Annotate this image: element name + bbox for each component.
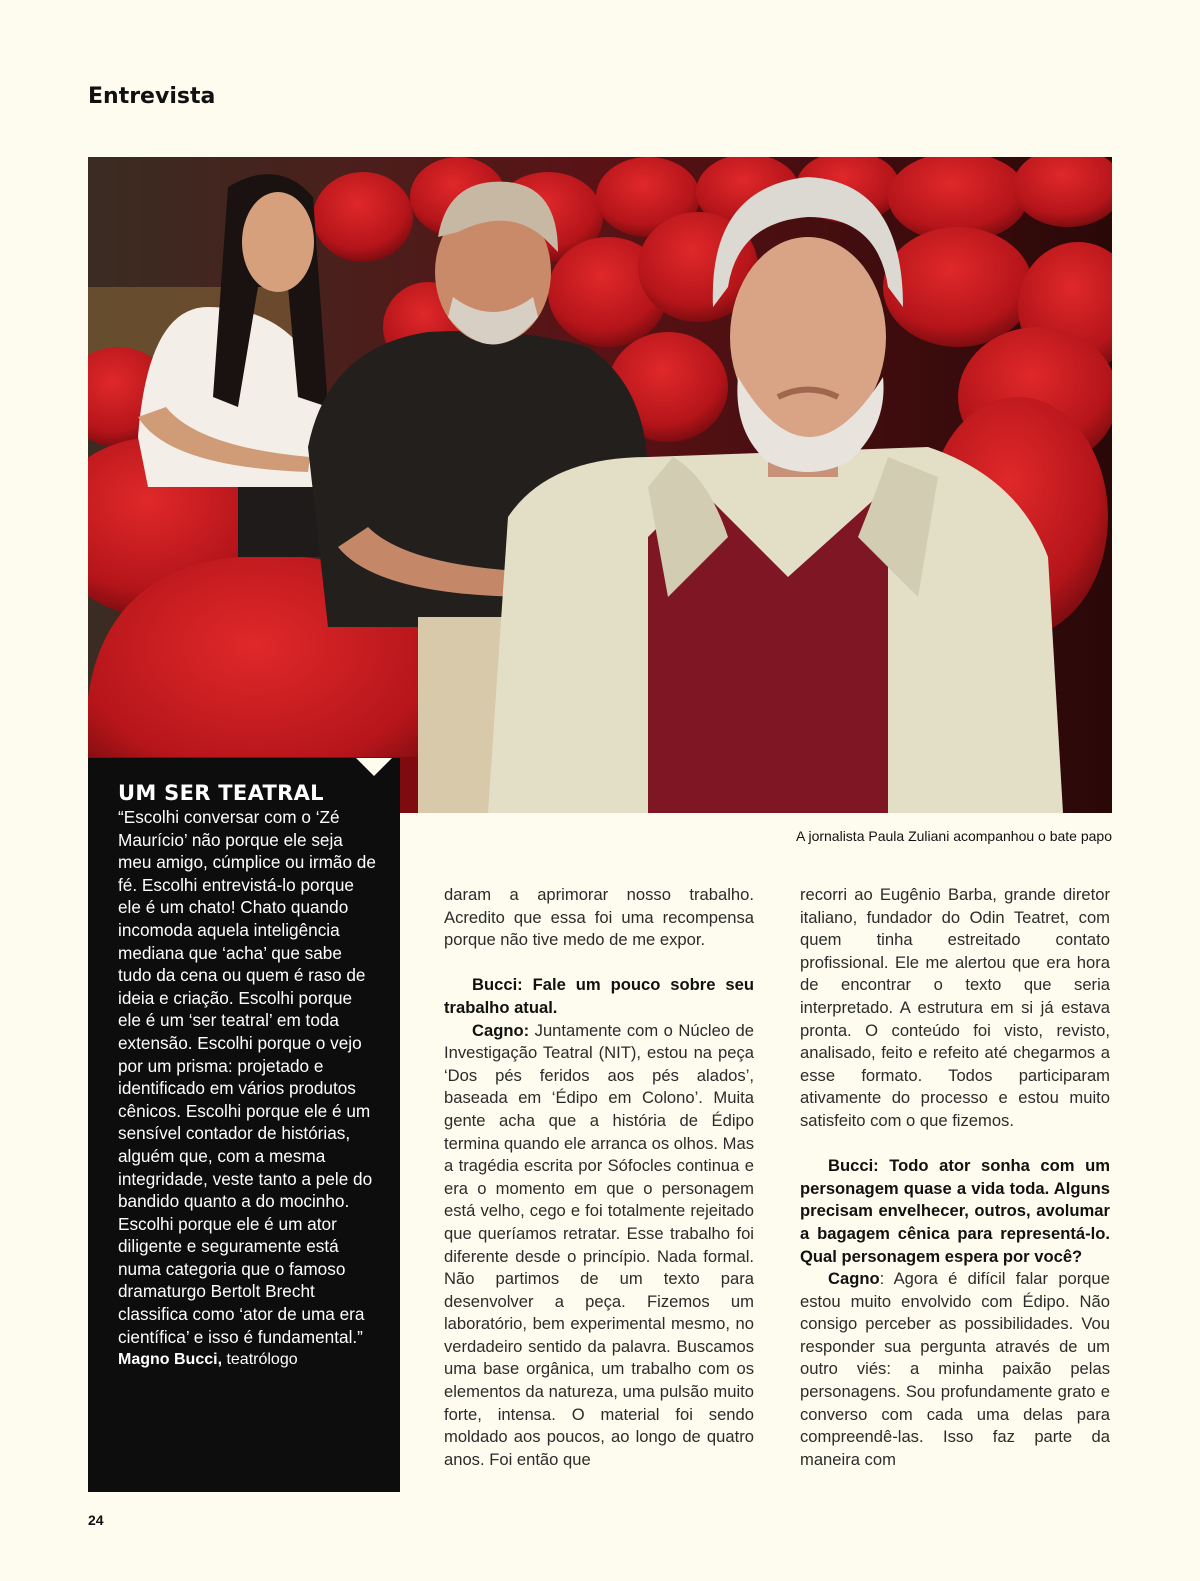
photo-caption: A jornalista Paula Zuliani acompanhou o bate papo xyxy=(796,828,1112,844)
question-2-text: Bucci: Todo ator sonha com um personagem quase a vida toda. Alguns precisam envelhecer, outros, avolumar a bagagem cênica para representá-lo. Qual personagem espera por você? xyxy=(800,1156,1110,1266)
answer-1-text: Juntamente com o Núcleo de Investigação Teatral (NIT), estou na peça ‘Dos pés feridos aos pés alados’, baseada em ‘Édipo em Colono’. Muita gente acha que a história de Édipo termina quando ele arranca os olhos. Mas a tragédia escrita por Sófocles continua e era o momento em que o personagem está velho, cego e foi totalmente rejeitado que queríamos retratar. Esse trabalho foi diferente desde o princípio. Nada formal. Não partimos de um texto para desenvolver a peça. Fizemos um laboratório, bem experimental mesmo, no verdadeiro sentido da palavra. Buscamos uma base orgânica, um trabalho com os elementos da natureza, uma pulsão muito forte, intensa. O material foi sendo moldado aos poucos, ao longo de quatro anos. Foi então que xyxy=(444,1020,754,1469)
article-column-1 xyxy=(444,884,754,1471)
answer-1-speaker: Cagno: xyxy=(472,1020,530,1040)
question-1-text: Bucci: Fale um pouco sobre seu trabalho atual. xyxy=(444,975,754,1017)
sidebar-author: Magno Bucci, xyxy=(118,1351,223,1369)
interview-photo xyxy=(88,157,1112,813)
answer-2-text: : Agora é difícil falar porque estou muito envolvido com Édipo. Não consigo perceber as possibilidades. Vou responder sua pergunta através de um outro viés: a minha paixão pelas personagens. Sou profundamente grato e converso com cada uma delas para compreendê-las. Isso faz parte da maneira com xyxy=(800,1269,1110,1469)
question-1 xyxy=(444,974,754,1019)
sidebar-quote: “Escolhi conversar com o ‘Zé Maurício’ não porque ele seja meu amigo, cúmplice ou irmão de fé. Escolhi entrevistá-lo porque ele é um chato! Chato quando incomoda aquela inteligência mediana que ‘acha’ que sabe tudo da cena ou quem é raso de ideia e criação. Escolhi porque ele é um ‘ser teatral’ em toda extensão. Escolhi porque o vejo por um prisma: projetado e identificado em vários produtos cênicos. Escolhi porque ele é um sensível contador de histórias, alguém que, com a mesma integridade, veste tanto a pele do bandido quanto a do mocinho. Escolhi porque ele é um ator diligente e seguramente está numa categoria que o famoso dramaturgo Bertolt Brecht classifica como ‘ator de uma era científica’ e isso é fundamental.” xyxy=(118,807,376,1347)
sidebar-author-role: teatrólogo xyxy=(222,1351,298,1369)
column2-continued: recorri ao Eugênio Barba, grande diretor italiano, fundador do Odin Teatret, com quem tinha estreitado contato profissional. Ele me alertou que era hora de encontrar o texto que seria interpretado. A estrutura em si já estava pronta. O conteúdo foi visto, revisto, analisado, feito e refeito até chegarmos a esse formato. Todos participaram ativamente do processo e estou muito satisfeito com o que fizemos. xyxy=(800,885,1110,1130)
question-2 xyxy=(800,1155,1110,1268)
theater-seats-photo xyxy=(88,157,1112,813)
answer-2-speaker: Cagno xyxy=(828,1269,880,1289)
sidebar-notch-decoration xyxy=(356,758,392,776)
section-title: Entrevista xyxy=(88,84,216,109)
column1-intro: daram a aprimorar nosso trabalho. Acredito que essa foi uma recompensa porque não tive medo de me expor. xyxy=(444,885,754,950)
article-column-2 xyxy=(800,884,1110,1471)
answer-2 xyxy=(800,1268,1110,1471)
sidebar-title: UM SER TEATRAL xyxy=(118,781,324,805)
answer-1 xyxy=(444,1020,754,1472)
page-number: 24 xyxy=(88,1512,104,1528)
sidebar-box xyxy=(88,758,400,1492)
sidebar-signature xyxy=(118,1348,376,1372)
